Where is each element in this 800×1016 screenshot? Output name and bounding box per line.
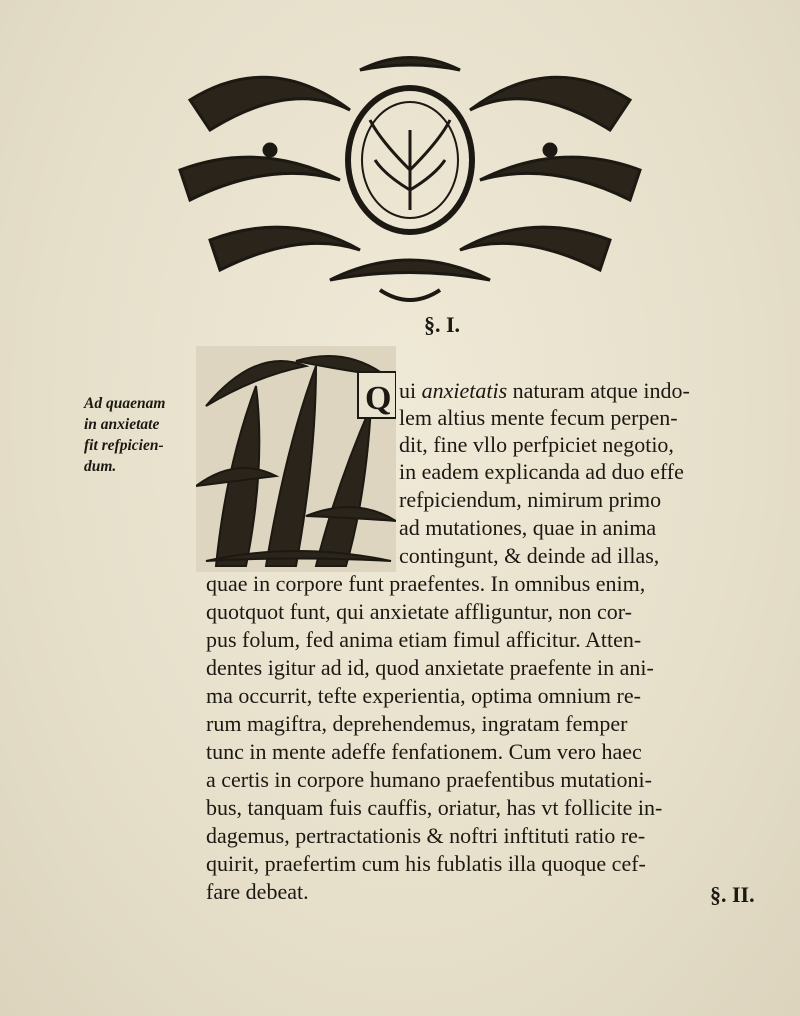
- marginal-note-line: dum.: [84, 458, 117, 475]
- catchword: §. II.: [710, 882, 755, 907]
- text-line: rum magiftra, deprehendemus, ingratam femper: [206, 711, 628, 736]
- italic-term: anxietatis: [421, 378, 508, 403]
- marginal-note: [84, 393, 204, 477]
- section-heading: §. I.: [424, 312, 461, 337]
- text-line: quirit, praefertim cum his fublatis illa quoque cef-: [206, 851, 646, 876]
- text-line: dit, fine vllo perfpiciet negotio,: [399, 432, 674, 457]
- text-line: fare debeat.: [206, 879, 309, 904]
- text-line: ma occurrit, tefte experientia, optima omnium re-: [206, 683, 641, 708]
- text-line: dagemus, pertractationis & noftri inftituti ratio re-: [206, 823, 646, 848]
- text-line: [399, 378, 690, 404]
- text-line: lem altius mente fecum perpen-: [399, 405, 678, 430]
- text-segment: naturam atque indo-: [507, 378, 690, 403]
- text-line: a certis in corpore humano praefentibus mutationi-: [206, 767, 652, 792]
- text-line: refpiciendum, nimirum primo: [399, 487, 662, 512]
- marginal-note-line: Ad quaenam: [84, 395, 166, 412]
- marginal-note-line: in anxietate: [84, 416, 160, 433]
- initial-letter: Q: [365, 380, 392, 417]
- marginal-note-line: fit refpicien-: [84, 437, 164, 454]
- floral-headpiece-ornament: [150, 40, 670, 310]
- text-segment: ui: [399, 378, 422, 403]
- text-line: ad mutationes, quae in anima: [399, 515, 657, 540]
- text-line: dentes igitur ad id, quod anxietate praefente in ani-: [206, 655, 654, 680]
- text-line: quae in corpore funt praefentes. In omnibus enim,: [206, 571, 646, 596]
- text-line: tunc in mente adeffe fenfationem. Cum vero haec: [206, 739, 642, 764]
- text-line: quotquot funt, qui anxietate affliguntur, non cor-: [206, 599, 632, 624]
- text-line: in eadem explicanda ad duo effe: [399, 459, 684, 484]
- text-line: contingunt, & deinde ad illas,: [399, 543, 660, 568]
- text-line: pus folum, fed anima etiam fimul afficitur. Atten-: [206, 627, 642, 652]
- text-line: bus, tanquam fuis cauffis, oriatur, has vt follicite in-: [206, 795, 663, 820]
